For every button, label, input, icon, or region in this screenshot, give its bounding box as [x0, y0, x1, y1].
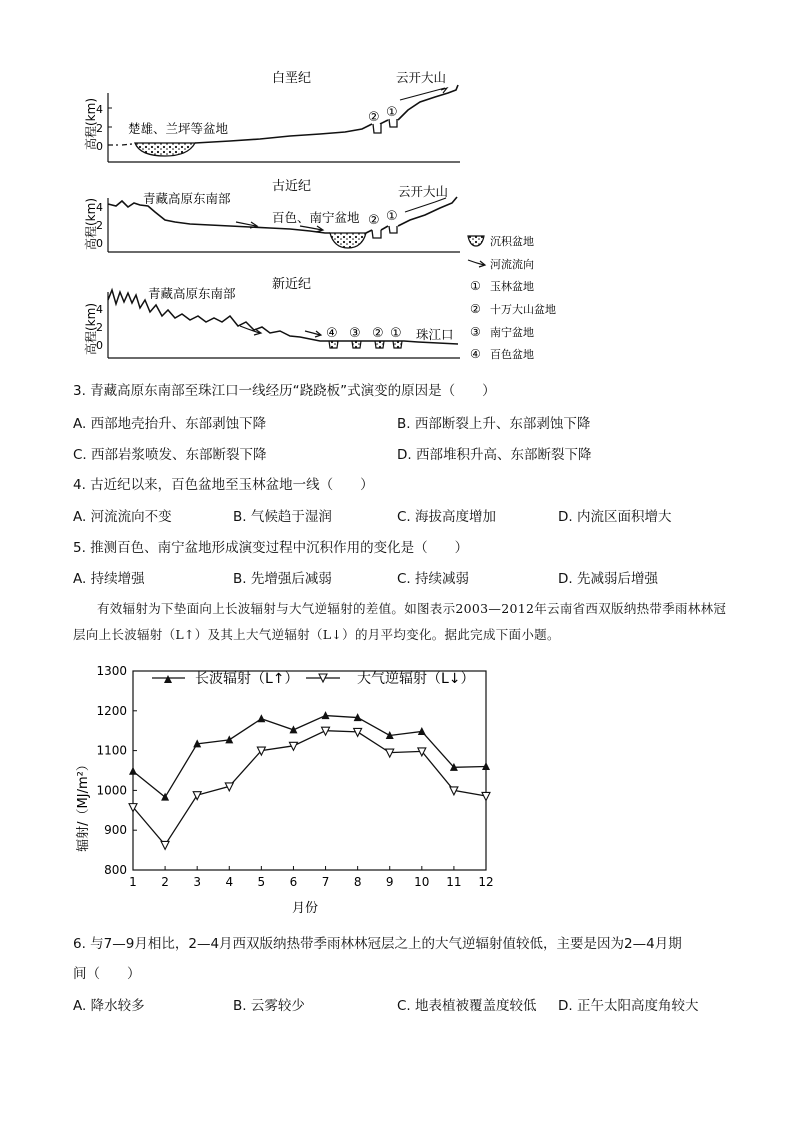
question-6-stem-line1: 6. 与7—9月相比，2—4月西双版纳热带季雨林林冠层之上的大气逆辐射值较低，主要是因为2—4月期	[73, 936, 682, 952]
svg-text:①: ①	[386, 105, 398, 120]
data-point-down-triangle	[161, 841, 169, 849]
mountain-label: 云开大山	[398, 184, 449, 199]
y-tick-label: 1100	[96, 743, 127, 758]
legend-marker-up	[164, 675, 172, 683]
x-tick-label: 8	[353, 875, 362, 889]
svg-text:①: ①	[470, 279, 481, 293]
svg-text:④: ④	[470, 347, 481, 361]
svg-text:南宁盆地: 南宁盆地	[490, 326, 534, 339]
svg-text:百色盆地: 百色盆地	[490, 348, 534, 361]
legend-series-1: 长波辐射（L↑）	[195, 671, 299, 687]
data-point-up-triangle	[161, 793, 169, 801]
y-tick-label: 1200	[96, 703, 127, 718]
svg-text:②: ②	[368, 213, 380, 228]
q3-option-d[interactable]: D. 西部堆积升高、东部断裂下降	[397, 447, 592, 463]
question-5-stem: 5. 推测百色、南宁盆地形成演变过程中沉积作用的变化是（ ）	[73, 540, 469, 556]
svg-text:沉积盆地: 沉积盆地	[490, 235, 534, 248]
x-tick-label: 7	[321, 875, 330, 889]
data-point-up-triangle	[257, 714, 265, 722]
panel-era-title: 新近纪	[272, 277, 312, 292]
svg-text:③: ③	[470, 325, 481, 339]
profile-panel-cretaceous	[83, 70, 460, 162]
q4-option-a[interactable]: A. 河流流向不变	[73, 509, 172, 525]
svg-text:②: ②	[470, 302, 481, 316]
q4-option-c[interactable]: C. 海拔高度增加	[397, 509, 497, 525]
q3-option-b[interactable]: B. 西部断裂上升、东部剥蚀下降	[397, 416, 591, 432]
q5-option-b[interactable]: B. 先增强后减弱	[233, 571, 332, 587]
svg-text:4: 4	[96, 201, 103, 214]
chart-y-label: 辐射/（MJ/m²）	[76, 758, 91, 852]
panel-y-label: 高程(km)	[84, 97, 98, 150]
radiation-line-chart	[60, 655, 500, 917]
profile-panel-paleogene	[83, 178, 460, 252]
svg-text:2: 2	[96, 219, 103, 232]
q6-option-d[interactable]: D. 正午太阳高度角较大	[558, 998, 699, 1014]
x-tick-label: 6	[289, 875, 298, 889]
series-line-2	[133, 731, 486, 845]
profile-panel-neogene	[83, 277, 460, 358]
q6-option-b[interactable]: B. 云雾较少	[233, 998, 305, 1014]
x-tick-label: 9	[385, 875, 394, 889]
panel-y-label: 高程(km)	[84, 197, 98, 250]
panel-era-title: 古近纪	[272, 179, 312, 194]
svg-text:4: 4	[96, 103, 103, 116]
question-4-stem: 4. 古近纪以来，百色盆地至玉林盆地一线（ ）	[73, 477, 374, 493]
x-tick-label: 4	[225, 875, 234, 889]
x-tick-label: 1	[129, 875, 137, 889]
y-tick-label: 1300	[96, 664, 127, 678]
svg-text:2: 2	[96, 122, 103, 135]
svg-text:0: 0	[96, 237, 103, 250]
svg-text:十万大山盆地: 十万大山盆地	[490, 303, 556, 316]
data-point-up-triangle	[418, 727, 426, 735]
chart-legend	[152, 670, 475, 687]
q6-option-a[interactable]: A. 降水较多	[73, 998, 145, 1014]
svg-text:0: 0	[96, 140, 103, 153]
q3-option-c[interactable]: C. 西部岩浆喷发、东部断裂下降	[73, 447, 267, 463]
y-tick-label: 800	[104, 863, 127, 877]
question-6-stem-line2: 间（ ）	[73, 966, 141, 982]
x-tick-label: 12	[478, 875, 494, 889]
y-tick-label: 1000	[96, 783, 127, 798]
q4-option-d[interactable]: D. 内流区面积增大	[558, 509, 672, 525]
estuary-label: 珠江口	[416, 327, 454, 342]
plateau-label: 青藏高原东南部	[143, 191, 231, 206]
svg-text:②: ②	[372, 326, 384, 341]
q3-option-a[interactable]: A. 西部地壳抬升、东部剥蚀下降	[73, 416, 267, 432]
svg-text:①: ①	[386, 209, 398, 224]
x-tick-label: 2	[161, 875, 169, 889]
plot-frame	[133, 671, 486, 870]
svg-text:④: ④	[326, 326, 338, 341]
svg-text:0: 0	[96, 339, 103, 352]
q5-option-a[interactable]: A. 持续增强	[73, 571, 145, 587]
series-line-1	[133, 716, 486, 798]
q4-option-b[interactable]: B. 气候趋于湿润	[233, 509, 332, 525]
svg-text:4: 4	[96, 303, 103, 316]
question-3-stem: 3. 青藏高原东南部至珠江口一线经历“跷跷板”式演变的原因是（ ）	[73, 383, 496, 399]
sediment-basin-icon	[468, 236, 484, 246]
plateau-label: 青藏高原东南部	[148, 286, 236, 301]
x-tick-label: 10	[414, 875, 430, 889]
profile-legend	[468, 234, 556, 361]
svg-text:①: ①	[390, 326, 402, 341]
svg-text:③: ③	[349, 326, 361, 341]
legend-series-2: 大气逆辐射（L↓）	[357, 671, 475, 687]
svg-text:河流流向: 河流流向	[490, 258, 534, 271]
panel-era-title: 白垩纪	[272, 71, 312, 86]
chart-intro-paragraph: 有效辐射为下垫面向上长波辐射与大气逆辐射的差值。如图表示2003—2012年云南省西双版纳热带季雨林林冠层向上长波辐射（L↑）及其上大气逆辐射（L↓）的月平均变化。据此完成下面小题。	[73, 601, 727, 642]
svg-text:②: ②	[368, 110, 380, 125]
x-tick-label: 11	[446, 875, 462, 889]
data-point-down-triangle	[482, 792, 490, 800]
x-tick-label: 5	[257, 875, 266, 889]
mountain-label: 云开大山	[396, 70, 447, 85]
q6-option-c[interactable]: C. 地表植被覆盖度较低	[397, 998, 537, 1014]
data-point-up-triangle	[225, 735, 233, 743]
panel-y-label: 高程(km)	[84, 302, 98, 355]
elevation-profile-figure	[0, 0, 794, 370]
basin-label: 百色、南宁盆地	[272, 210, 360, 225]
y-tick-label: 900	[104, 823, 127, 838]
data-point-up-triangle	[129, 767, 137, 775]
svg-text:玉林盆地: 玉林盆地	[490, 280, 534, 293]
data-point-up-triangle	[322, 711, 330, 719]
q5-option-c[interactable]: C. 持续减弱	[397, 571, 470, 587]
svg-text:2: 2	[96, 321, 103, 334]
chart-x-label: 月份	[291, 901, 319, 916]
basin-label: 楚雄、兰坪等盆地	[128, 121, 229, 136]
x-tick-label: 3	[193, 875, 202, 889]
q5-option-d[interactable]: D. 先减弱后增强	[558, 571, 658, 587]
